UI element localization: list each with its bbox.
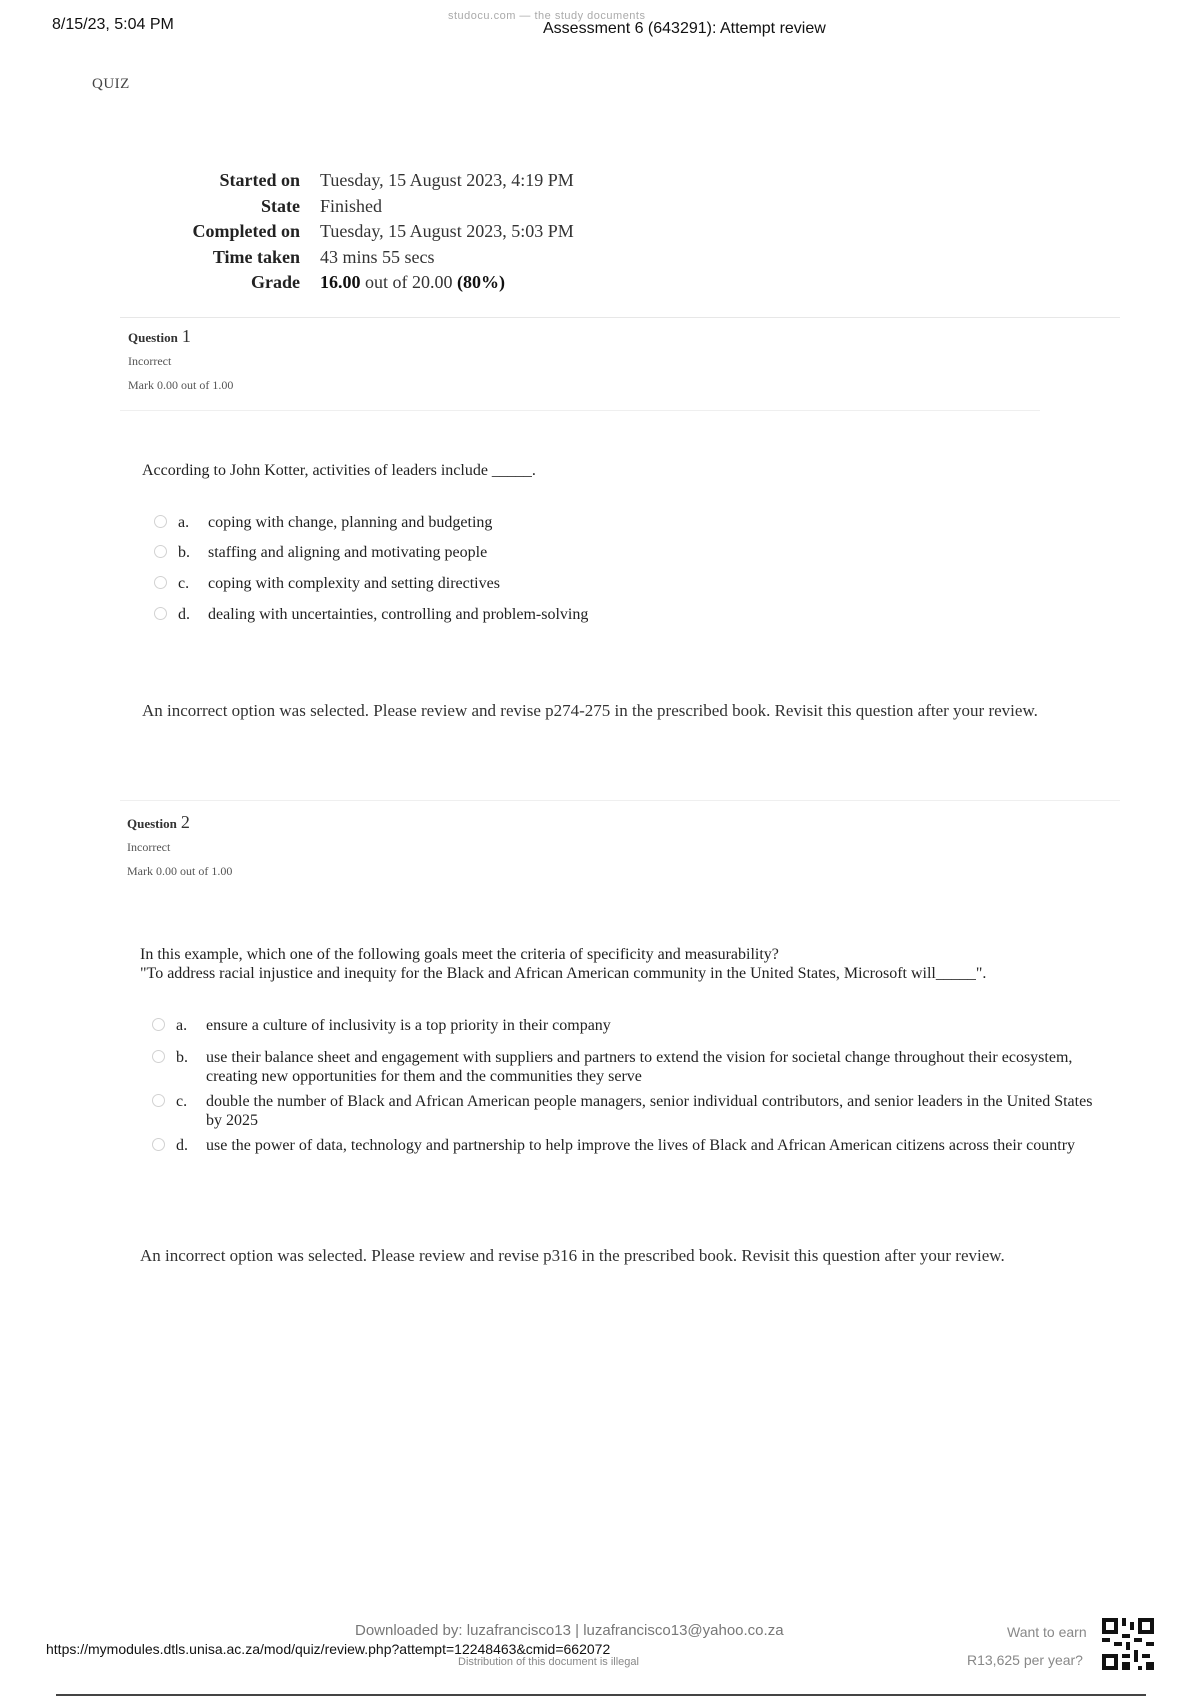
watermark-text: studocu.com — the study documents bbox=[448, 10, 646, 22]
grade-out-of: out of 20.00 bbox=[365, 272, 453, 292]
question-1-feedback: An incorrect option was selected. Please review and revise p274-275 in the prescribed book. Revisit this question after your review. bbox=[142, 701, 1038, 720]
question-1-answers bbox=[178, 513, 1078, 624]
promo-earn-amount[interactable]: R13,625 per year? bbox=[967, 1652, 1083, 1668]
answer-letter: a. bbox=[178, 514, 190, 531]
summary-value: Tuesday, 15 August 2023, 4:19 PM bbox=[320, 170, 574, 190]
attempt-summary bbox=[160, 170, 574, 298]
summary-key: Time taken bbox=[212, 246, 300, 267]
question-2-text bbox=[140, 945, 1140, 983]
answer-letter: d. bbox=[178, 606, 190, 623]
summary-row-state bbox=[160, 196, 574, 222]
summary-value: 43 mins 55 secs bbox=[320, 246, 435, 267]
answer-text: staffing and aligning and motivating people bbox=[208, 544, 488, 561]
answer-text: double the number of Black and African American people managers, senior individual contributors, and senior leaders in the United States by 2025 bbox=[206, 1093, 1093, 1129]
answer-letter: c. bbox=[176, 1093, 188, 1110]
answer-text: use their balance sheet and engagement with suppliers and partners to extend the vision for societal change throughout their ecosystem, creating new opportunities for them and the communities they serve bbox=[206, 1049, 1073, 1085]
radio-icon[interactable] bbox=[152, 1138, 165, 1151]
page-title: Assessment 6 (643291): Attempt review bbox=[543, 20, 826, 37]
radio-icon[interactable] bbox=[152, 1050, 165, 1063]
radio-icon[interactable] bbox=[154, 607, 167, 620]
answer-letter: a. bbox=[176, 1017, 188, 1034]
page-url[interactable]: https://mymodules.dtls.unisa.ac.za/mod/quiz/review.php?attempt=12248463&cmid=662072 bbox=[46, 1641, 611, 1657]
question-1-info bbox=[128, 326, 233, 393]
question-2-feedback: An incorrect option was selected. Please review and revise p316 in the prescribed book. Revisit this question after your review. bbox=[140, 1246, 1005, 1265]
question-number-value: 2 bbox=[180, 812, 190, 832]
answer-letter: c. bbox=[178, 575, 190, 592]
summary-key: Started on bbox=[219, 170, 300, 190]
question-2-text-line2: "To address racial injustice and inequity for the Black and African American community in the United States, Microsoft will_____". bbox=[140, 965, 987, 982]
promo-want-to-earn[interactable]: Want to earn bbox=[1007, 1624, 1087, 1640]
print-date: 8/15/23, 5:04 PM bbox=[52, 16, 174, 33]
footer-divider bbox=[56, 1694, 1146, 1696]
summary-row-grade bbox=[160, 272, 574, 298]
question-mark: Mark 0.00 out of 1.00 bbox=[128, 378, 234, 392]
divider bbox=[120, 410, 1040, 411]
answer-text: ensure a culture of inclusivity is a top priority in their company bbox=[206, 1017, 611, 1034]
answer-text: dealing with uncertainties, controlling and problem-solving bbox=[208, 606, 589, 623]
radio-icon[interactable] bbox=[154, 545, 167, 558]
grade-value bbox=[320, 272, 505, 293]
answer-text: coping with complexity and setting directives bbox=[208, 575, 500, 592]
question-1-text: According to John Kotter, activities of leaders include _____. bbox=[142, 462, 536, 479]
answer-text: coping with change, planning and budgeting bbox=[208, 514, 493, 531]
answer-letter: d. bbox=[176, 1137, 188, 1154]
grade-score: 16.00 bbox=[320, 272, 361, 292]
answer-option-b[interactable] bbox=[178, 543, 1078, 562]
question-2-text-line1: In this example, which one of the following goals meet the criteria of specificity and measurability? bbox=[140, 946, 779, 963]
question-label: Question bbox=[128, 330, 178, 345]
grade-key: Grade bbox=[251, 272, 300, 292]
divider bbox=[120, 800, 1120, 801]
downloaded-by-text: Downloaded by: luzafrancisco13 | luzafrancisco13@yahoo.co.za bbox=[355, 1622, 784, 1639]
question-label: Question bbox=[127, 816, 177, 831]
question-mark: Mark 0.00 out of 1.00 bbox=[127, 864, 233, 878]
summary-key: Completed on bbox=[192, 221, 300, 241]
radio-icon[interactable] bbox=[154, 515, 167, 528]
question-number bbox=[128, 326, 233, 347]
question-2-answers bbox=[176, 1016, 1106, 1155]
answer-option-d[interactable] bbox=[176, 1136, 1106, 1155]
qr-code-icon[interactable] bbox=[1102, 1618, 1154, 1670]
question-2-info bbox=[127, 812, 232, 879]
question-status: Incorrect bbox=[127, 840, 171, 854]
question-number bbox=[127, 812, 232, 833]
answer-option-c[interactable] bbox=[176, 1092, 1106, 1130]
answer-option-a[interactable] bbox=[178, 513, 1078, 532]
radio-icon[interactable] bbox=[152, 1094, 165, 1107]
quiz-label: QUIZ bbox=[92, 76, 130, 92]
question-number-value: 1 bbox=[181, 326, 191, 346]
summary-key: State bbox=[261, 195, 300, 216]
answer-text: use the power of data, technology and partnership to help improve the lives of Black and African American citizens across their country bbox=[206, 1137, 1076, 1154]
answer-option-a[interactable] bbox=[176, 1016, 1106, 1035]
answer-option-d[interactable] bbox=[178, 605, 1078, 624]
legal-notice: Distribution of this document is illegal bbox=[458, 1656, 639, 1668]
summary-value: Tuesday, 15 August 2023, 5:03 PM bbox=[320, 221, 574, 241]
summary-row-completed bbox=[160, 221, 574, 247]
answer-letter: b. bbox=[178, 544, 190, 561]
summary-row-time-taken bbox=[160, 247, 574, 273]
question-status: Incorrect bbox=[128, 354, 172, 368]
answer-option-b[interactable] bbox=[176, 1048, 1106, 1086]
answer-letter: b. bbox=[176, 1049, 188, 1066]
summary-value: Finished bbox=[320, 195, 383, 216]
grade-percent: (80%) bbox=[457, 272, 505, 292]
answer-option-c[interactable] bbox=[178, 574, 1078, 593]
summary-row-started bbox=[160, 170, 574, 196]
radio-icon[interactable] bbox=[154, 576, 167, 589]
radio-icon[interactable] bbox=[152, 1018, 165, 1031]
divider bbox=[120, 317, 1120, 318]
